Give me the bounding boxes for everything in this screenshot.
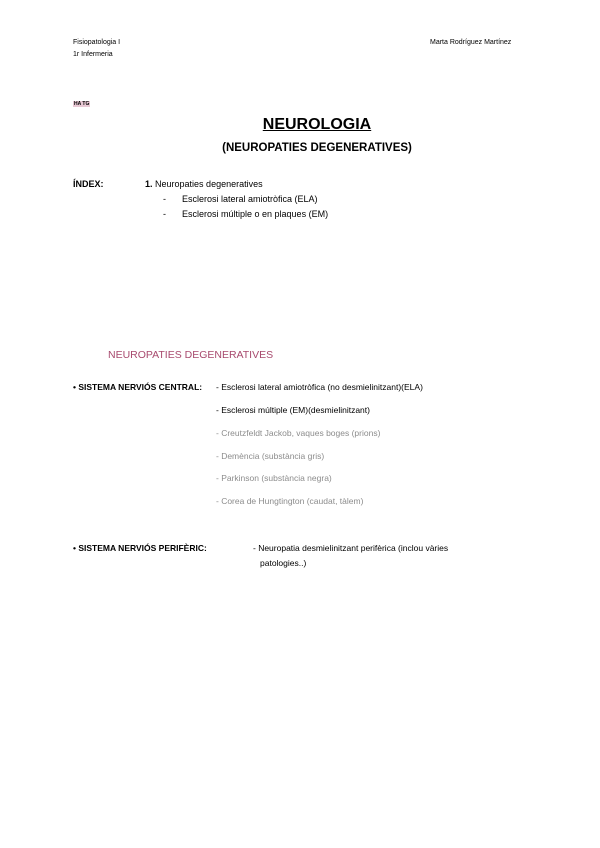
page-subtitle: (NEUROPATIES DEGENERATIVES) xyxy=(222,142,412,154)
index-subitem-text: Esclerosi lateral amiotròfica (ELA) xyxy=(182,194,318,204)
peripheral-label-text: SISTEMA NERVIÓS PERIFÈRIC: xyxy=(78,543,207,553)
bullet-icon: • xyxy=(73,382,76,392)
central-item: - Esclerosi múltiple (EM)(desmielinitzant) xyxy=(216,405,370,415)
index-item xyxy=(145,179,263,189)
course-year: 1r Infermeria xyxy=(73,51,113,58)
index-subitem: - Esclerosi lateral amiotròfica (ELA) xyxy=(163,194,318,204)
peripheral-item: - Neuropatia desmielinitzant perifèrica (inclou vàries xyxy=(253,543,449,553)
central-item: - Esclerosi lateral amiotròfica (no desmielinitzant)(ELA) xyxy=(216,382,423,392)
course-name: Fisiopatologia I xyxy=(73,39,121,46)
bullet-icon: • xyxy=(73,543,76,553)
author-name: Marta Rodríguez Martínez xyxy=(430,39,512,46)
central-item: - Creutzfeldt Jackob, vaques boges (prions) xyxy=(216,428,381,438)
central-label xyxy=(73,382,202,392)
index-item-number: 1. xyxy=(145,179,153,189)
highlight-tag: HA TG xyxy=(74,101,90,107)
index-label: ÍNDEX: xyxy=(73,179,104,189)
peripheral-label xyxy=(73,543,207,553)
section-title: NEUROPATIES DEGENERATIVES xyxy=(108,349,274,361)
index-item-text: Neuropaties degeneratives xyxy=(155,179,263,189)
central-item: - Demència (substància gris) xyxy=(216,451,325,461)
index-subitem-text: Esclerosi múltiple o en plaques (EM) xyxy=(182,209,329,219)
page-title: NEUROLOGIA xyxy=(262,116,372,133)
central-item: - Parkinson (substància negra) xyxy=(216,473,332,483)
central-item: - Corea de Hungtington (caudat, tàlem) xyxy=(216,496,364,506)
peripheral-item-continued: patologies..) xyxy=(260,558,307,568)
central-label-text: SISTEMA NERVIÓS CENTRAL: xyxy=(78,382,203,392)
index-subitem: - Esclerosi múltiple o en plaques (EM) xyxy=(163,209,329,219)
